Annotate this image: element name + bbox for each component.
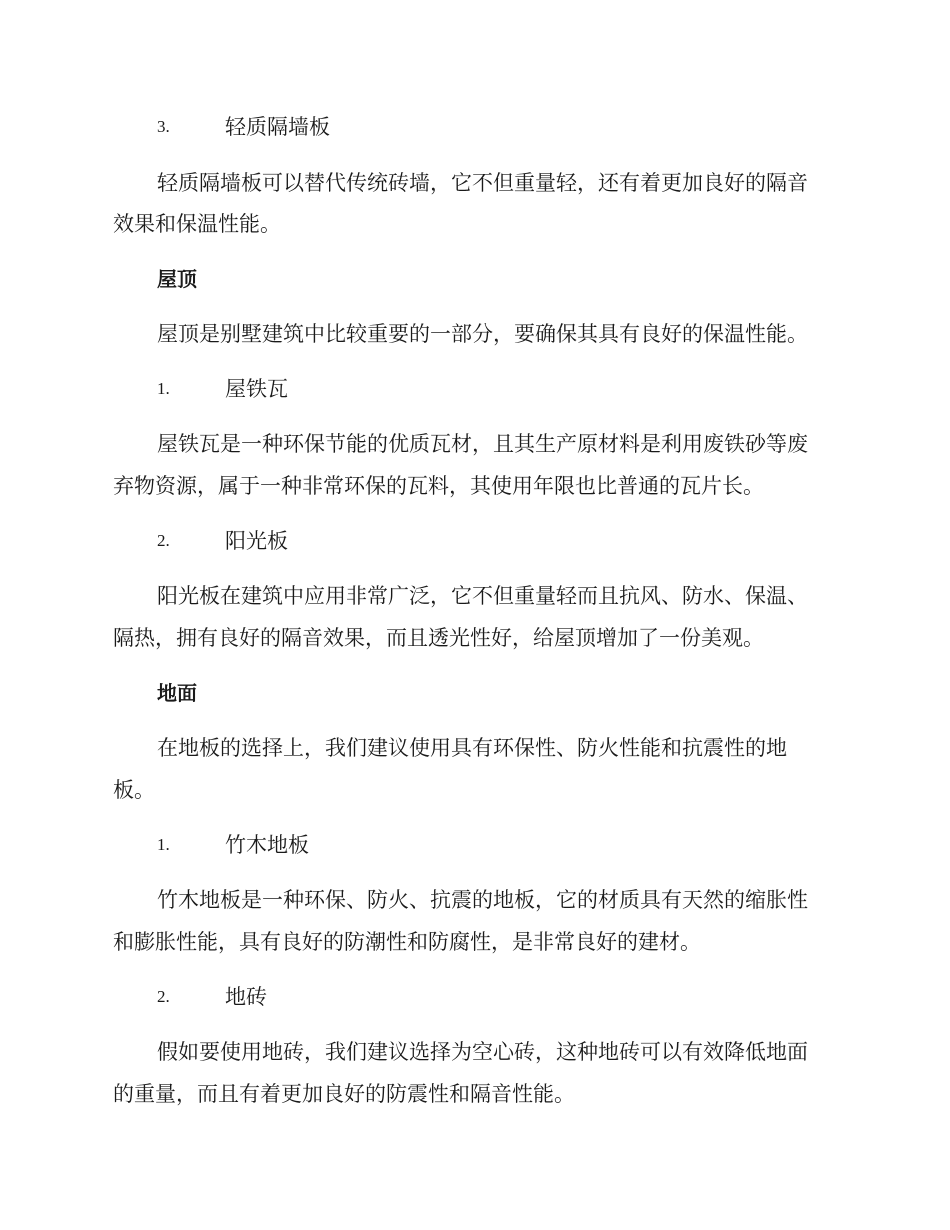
paragraph-line: 竹木地板是一种环保、防火、抗震的地板，它的材质具有天然的缩胀性 (157, 888, 808, 912)
list-number: 1. (157, 835, 170, 854)
paragraph-line: 隔热，拥有良好的隔音效果，而且透光性好，给屋顶增加了一份美观。 (113, 626, 764, 650)
paragraph-line: 的重量，而且有着更加良好的防震性和隔音性能。 (113, 1082, 575, 1106)
paragraph-line: 阳光板在建筑中应用非常广泛，它不但重量轻而且抗风、防水、保温、 (157, 584, 808, 608)
paragraph-line: 屋顶是别墅建筑中比较重要的一部分，要确保其具有良好的保温性能。 (157, 322, 808, 346)
list-item-title: 屋铁瓦 (225, 377, 288, 401)
section-heading: 屋顶 (157, 267, 197, 291)
paragraph-line: 屋铁瓦是一种环保节能的优质瓦材，且其生产原材料是利用废铁砂等废 (157, 432, 808, 456)
paragraph-line: 弃物资源，属于一种非常环保的瓦料，其使用年限也比普通的瓦片长。 (113, 474, 764, 498)
list-number: 2. (157, 987, 170, 1006)
paragraph-line: 假如要使用地砖，我们建议选择为空心砖，这种地砖可以有效降低地面 (157, 1040, 808, 1064)
list-number: 2. (157, 531, 170, 550)
paragraph-line: 轻质隔墙板可以替代传统砖墙，它不但重量轻，还有着更加良好的隔音 (157, 171, 808, 195)
paragraph-line: 板。 (113, 778, 155, 802)
list-item-title: 轻质隔墙板 (225, 115, 330, 139)
paragraph-line: 效果和保温性能。 (113, 212, 281, 236)
paragraph-line: 和膨胀性能，具有良好的防潮性和防腐性，是非常良好的建材。 (113, 930, 701, 954)
paragraph-line: 在地板的选择上，我们建议使用具有环保性、防火性能和抗震性的地 (157, 736, 787, 760)
list-item-title: 竹木地板 (225, 833, 309, 857)
list-item-title: 地砖 (225, 985, 267, 1009)
list-item-title: 阳光板 (225, 529, 288, 553)
section-heading: 地面 (157, 681, 197, 705)
list-number: 1. (157, 379, 170, 398)
list-number: 3. (157, 117, 170, 136)
